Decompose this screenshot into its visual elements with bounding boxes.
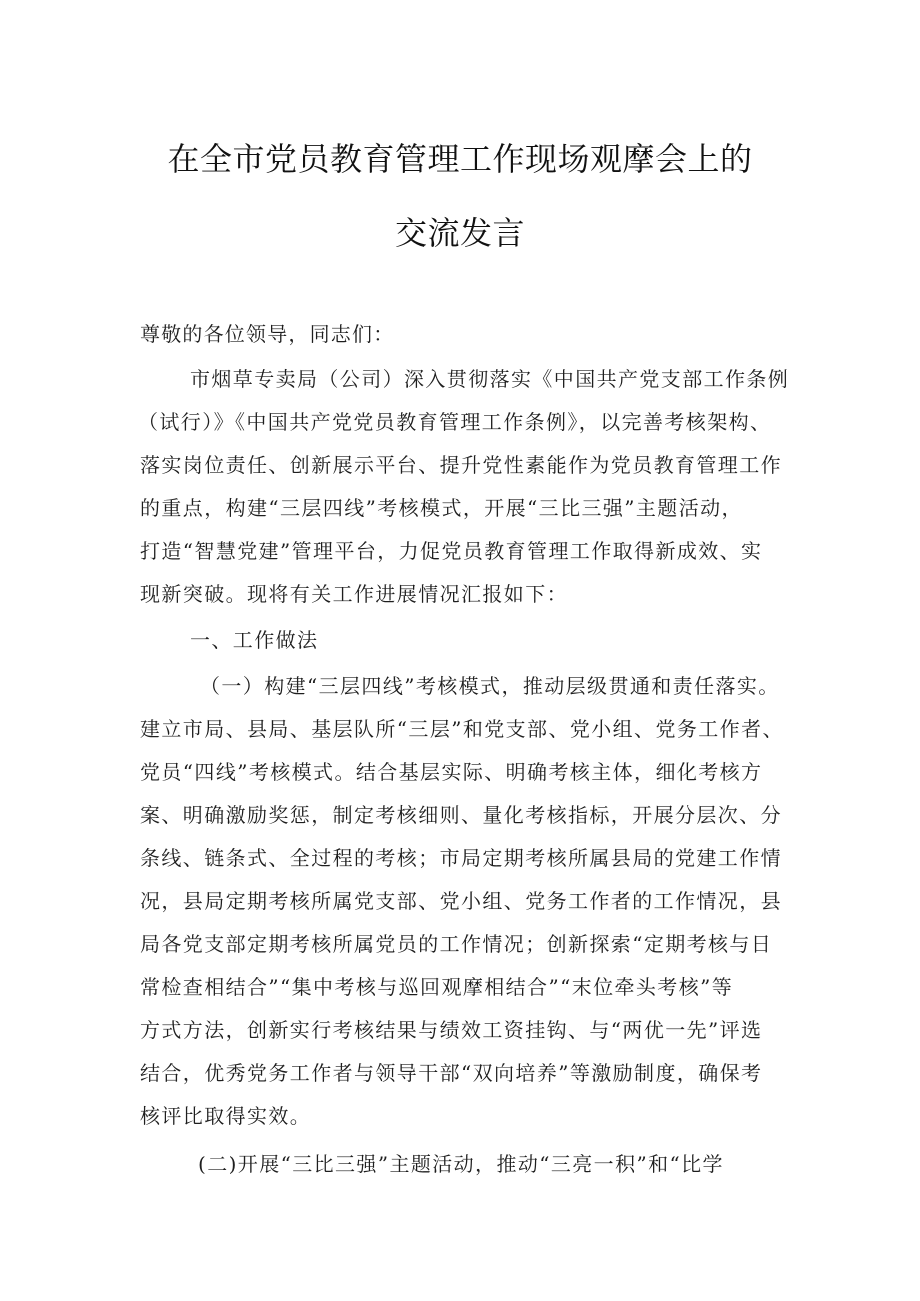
paragraph-line: 常检查相结合”“集中考核与巡回观摩相结合”“末位牵头考核”等 — [140, 975, 734, 999]
subsection-heading: （一）构建“三层四线”考核模式，推动层级贯通和责任落实。 — [200, 674, 780, 698]
paragraph-line: 案、明确激励奖惩，制定考核细则、量化考核指标，开展分层次、分 — [140, 803, 782, 827]
paragraph-line: 落实岗位责任、创新展示平台、提升党性素能作为党员教育管理工作 — [140, 453, 782, 477]
subsection-heading: (二)开展“三比三强”主题活动，推动“三亮一积”和“比学 — [198, 1152, 724, 1176]
section-heading: 一、工作做法 — [190, 628, 319, 652]
paragraph-line: 况，县局定期考核所属党支部、党小组、党务工作者的工作情况，县 — [140, 889, 782, 913]
salutation: 尊敬的各位领导，同志们： — [140, 322, 395, 346]
document-title-line-2: 交流发言 — [394, 214, 525, 252]
paragraph-line: 结合，优秀党务工作者与领导干部“双向培养”等激励制度，确保考 — [140, 1061, 763, 1085]
paragraph-line: 方式方法，创新实行考核结果与绩效工资挂钩、与“两优一先”评选 — [140, 1018, 763, 1042]
paragraph-line: 市烟草专卖局（公司）深入贯彻落实《中国共产党支部工作条例 — [190, 367, 790, 391]
paragraph-line: 打造“智慧党建”管理平台，力促党员教育管理工作取得新成效、实 — [140, 539, 763, 563]
paragraph-line: （试行）》《中国共产党党员教育管理工作条例》，以完善考核架构、 — [138, 410, 772, 434]
paragraph-line: 建立市局、县局、基层队所“三层”和党支部、党小组、党务工作者、 — [140, 717, 784, 741]
paragraph-line: 条线、链条式、全过程的考核；市局定期考核所属县局的党建工作情 — [140, 846, 782, 870]
paragraph-line: 党员“四线”考核模式。结合基层实际、明确考核主体，细化考核方 — [140, 760, 763, 784]
paragraph-line: 核评比取得实效。 — [140, 1104, 312, 1128]
paragraph-line: 现新突破。现将有关工作进展情况汇报如下： — [140, 582, 568, 606]
paragraph-line: 局各党支部定期考核所属党员的工作情况；创新探索“定期考核与日 — [140, 932, 773, 956]
document-title-line-1: 在全市党员教育管理工作现场观摩会上的 — [167, 140, 753, 178]
paragraph-line: 的重点，构建“三层四线”考核模式，开展“三比三强”主题活动， — [140, 496, 743, 520]
